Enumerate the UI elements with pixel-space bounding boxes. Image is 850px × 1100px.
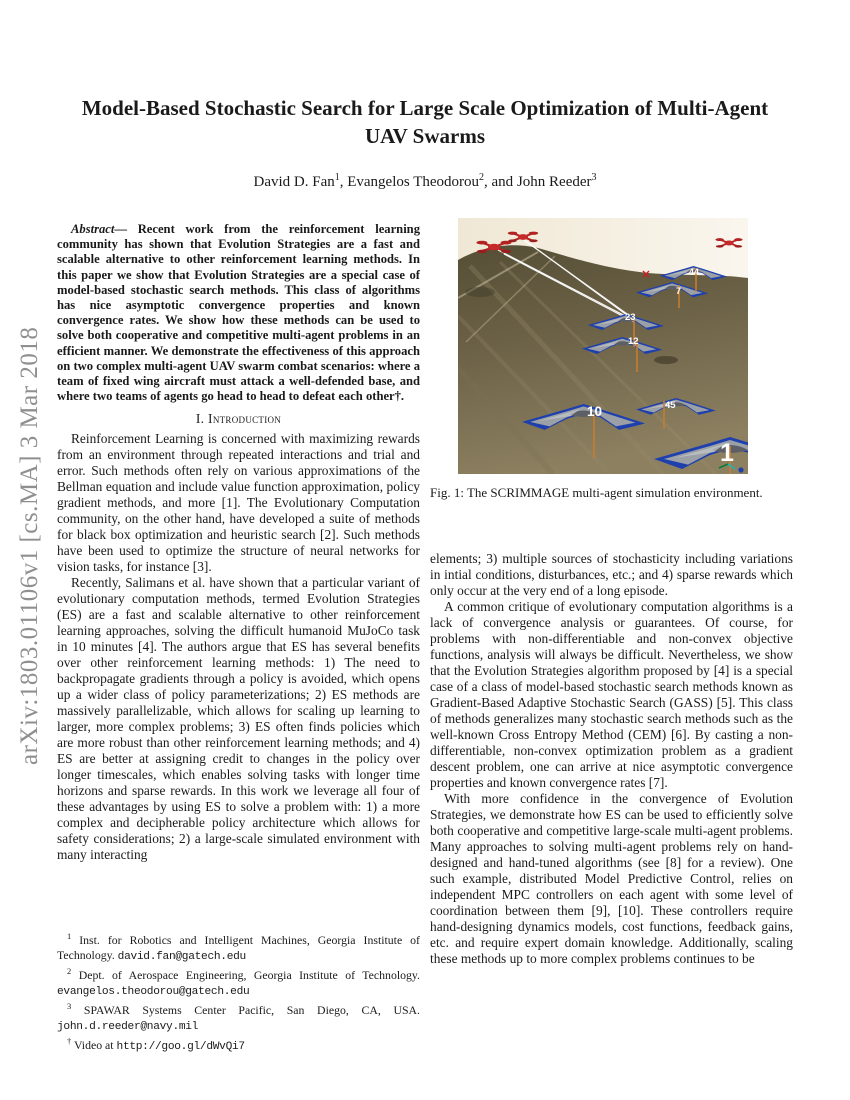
email-address: john.d.reeder@navy.mil: [57, 1020, 199, 1033]
left-column: [57, 222, 420, 863]
uav-label: 23: [625, 312, 636, 323]
abstract-text: — Recent work from the reinforcement learning community has shown that Evolution Strategies are a fast and scalable alternative to other reinforcement learning methods. In this paper we show that Evolution Strategies are a special case of model-based stochastic search methods. This class of algorithms has nice asymptotic convergence properties and known convergence rates. We show how these methods can be used to solve both cooperative and competitive multi-agent problems in an efficient manner. We demonstrate the effectiveness of this approach on two complex multi-agent UAV swarm combat scenarios: where a team of fixed wing aircraft must attack a well-defended base, and where two teams of agents go head to head to defeat each other†.: [57, 222, 420, 404]
footnotes: [57, 929, 420, 1055]
intro-paragraph-1: Reinforcement Learning is concerned with maximizing rewards from an environment through repeated interactions and trial and error. Such methods often rely on various approximations of the Bellman equation and include value function approximation, policy gradient methods, and more [1]. The Evolutionary Computation community, on the other hand, have developed a suite of methods for black box optimization and heuristic search [2]. Such methods have been used to optimize the structure of neural networks for vision tasks, for instance [3].: [57, 431, 420, 575]
abstract-label: Abstract: [71, 222, 115, 236]
uav-label: 7: [676, 286, 682, 296]
paper-title: Model-Based Stochastic Search for Large Scale Optimization of Multi-Agent UAV Swarms: [81, 96, 769, 149]
uav-label: 45: [665, 400, 676, 411]
footnote: $^2$ Dept. of Aerospace Engineering, Georgia Institute of Technology. evangelos.theodorou@gatech.edu: [57, 966, 420, 998]
section-heading-introduction: I. Introduction: [195, 411, 282, 427]
footnote: $^3$ SPAWAR Systems Center Pacific, San Diego, CA, USA. john.d.reeder@navy.mil: [57, 1001, 420, 1033]
uav-label: 44: [689, 267, 700, 277]
footnote-marker: 3: [67, 1001, 72, 1012]
author: David D. Fan$^1$: [253, 172, 340, 190]
author: John Reeder$^3$: [516, 172, 597, 190]
figure-caption: Fig. 1: The SCRIMMAGE multi-agent simulation environment.: [430, 485, 763, 500]
right-paragraph-2: A common critique of evolutionary computation algorithms is a lack of convergence analysis or guarantees. Of course, for problems with non-differentiable and non-convex objective functions, analysis will always be difficult. Nevertheless, we show that the Evolution Strategies algorithm proposed by [4] is a special case of a class of model-based stochastic search methods known as Gradient-Based Adaptive Stochastic Search (GASS) [5]. This class of methods generalizes many stochastic search methods such as the well-known Cross Entropy Method (CEM) [6]. By casting a non-differentiable, non-convex optimization problem as a gradient descent problem, one can arrive at nice asymptotic convergence properties and known convergence rates [7].: [430, 599, 793, 790]
authors-line: David D. Fan$^1$, Evangelos Theodorou$^2$, and John Reeder$^3$: [253, 172, 597, 190]
arxiv-watermark: arXiv:1803.01106v1 [cs.MA] 3 Mar 2018: [16, 326, 43, 766]
right-paragraph-1: elements; 3) multiple sources of stochasticity including variations in intial conditions, disturbances, etc.; and 4) sparse rewards which only occur at the very end of a long episode.: [430, 551, 793, 598]
video-url-link[interactable]: http://goo.gl/dWvQi7: [116, 1041, 245, 1054]
uav-label: 1: [720, 439, 734, 467]
right-column: [430, 551, 793, 967]
right-paragraph-3: With more confidence in the convergence of Evolution Strategies, we demonstrate how ES can be used to efficiently solve both cooperative and competitive large-scale multi-agent problems. Many approaches to solving multi-agent problems rely on hand-designed and hand-tuned algorithms (see [8] for a review). One such example, distributed Model Predictive Control, relies on independent MPC controllers on each agent with some level of coordination between them [9], [10]. These controllers require hand-designing dynamics models, cost functions, feedback gains, etc. and require expert domain knowledge. Additionally, scaling these methods up to more complex problems continues to be: [430, 791, 793, 966]
intro-paragraph-2: Recently, Salimans et al. have shown that a particular variant of evolutionary computation methods, termed Evolution Strategies (ES) are a fast and scalable alternative to other reinforcement learning approaches, solving the difficult humanoid MuJoCo task in 10 minutes [4]. The authors argue that ES has several benefits over other reinforcement learning methods: 1) The need to backpropagate gradients through a policy is avoided, which opens up a wider class of policy parameterizations; 2) ES methods are massively parallelizable, which allows for scaling up learning to larger, more complex problems; 3) ES often finds policies which are more robust than other reinforcement learning methods; and 4) ES are better at assigning credit to changes in the policy over longer timescales, which enables solving tasks with longer time horizons and sparse rewards. In this work we leverage all four of these advantages by using ES to solve a problem with: 1) a more complex and decipherable policy architecture which allows for safety considerations; 2) a large-scale simulated environment with many interacting: [57, 575, 420, 863]
figure-1: [458, 218, 748, 474]
simulation-screenshot: [458, 218, 748, 474]
email-address: david.fan@gatech.edu: [117, 950, 246, 963]
abstract: [57, 222, 420, 404]
footnote: † Video at http://goo.gl/dWvQi7: [67, 1036, 245, 1054]
footnote-marker: 1: [67, 931, 72, 941]
author: Evangelos Theodorou$^2$: [347, 172, 485, 190]
uav-label: 10: [587, 404, 603, 419]
footnote-marker: †: [67, 1036, 72, 1047]
footnote-marker: 2: [67, 966, 72, 977]
email-address: evangelos.theodorou@gatech.edu: [57, 985, 250, 998]
uav-label: 12: [628, 336, 639, 347]
footnote: $^1$ Inst. for Robotics and Intelligent Machines, Georgia Institute of Technology. david.fan@gatech.edu: [57, 931, 420, 963]
